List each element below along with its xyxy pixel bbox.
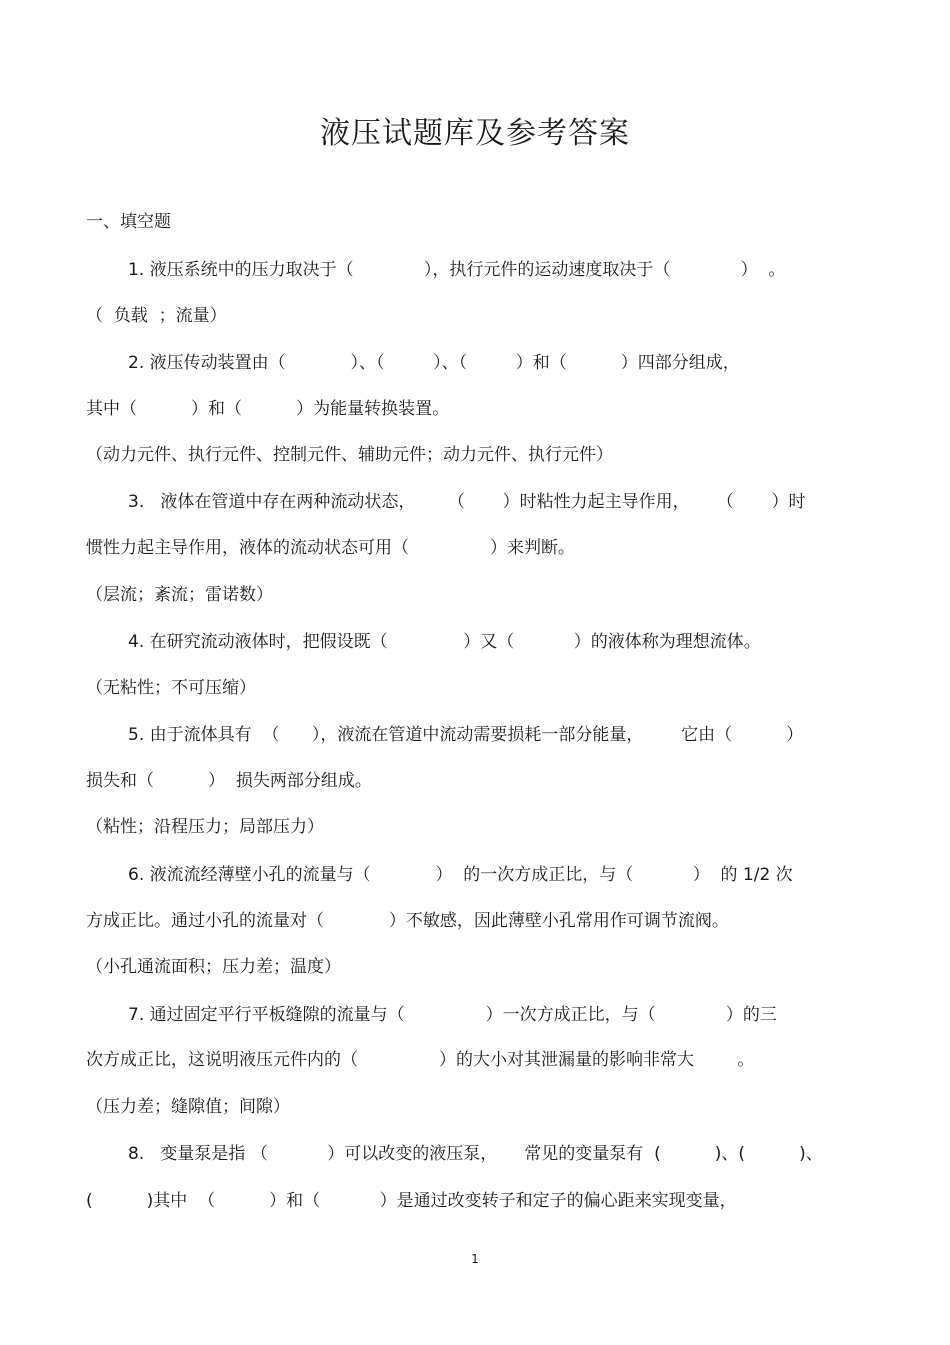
question-2-line-1: 2. 液压传动装置由（ ）、（ ）、（ ）和（ ）四部分组成， bbox=[128, 353, 740, 373]
answer-2: （动力元件、执行元件、控制元件、辅助元件；动力元件、执行元件） bbox=[86, 445, 613, 465]
page-title: 液压试题库及参考答案 bbox=[320, 116, 630, 151]
question-5-line-2: 损失和（ ） 损失两部分组成。 bbox=[86, 771, 372, 791]
question-5-line-1: 5. 由于流体具有 （ ），液流在管道中流动需要损耗一部分能量， 它由（ ） bbox=[128, 725, 804, 745]
question-3-line-1: 3. 液体在管道中存在两种流动状态， （ ）时粘性力起主导作用， （ ）时 bbox=[128, 492, 806, 512]
question-3-line-2: 惯性力起主导作用，液体的流动状态可用（ ）来判断。 bbox=[86, 538, 576, 558]
question-7-line-1: 7. 通过固定平行平板缝隙的流量与（ ）一次方成正比，与（ ）的三 bbox=[128, 1005, 777, 1025]
question-6-line-2: 方成正比。通过小孔的流量对（ ）不敏感，因此薄壁小孔常用作可调节流阀。 bbox=[86, 911, 729, 931]
answer-1: （ 负载 ；流量） bbox=[86, 306, 227, 326]
answer-3: （层流；紊流；雷诺数） bbox=[86, 585, 273, 605]
answer-4: （无粘性；不可压缩） bbox=[86, 678, 256, 698]
answer-7: （压力差；缝隙值；间隙） bbox=[86, 1097, 290, 1117]
answer-5: （粘性；沿程压力；局部压力） bbox=[86, 817, 324, 837]
question-8-line-2: ( )其中 （ ）和（ ）是通过改变转子和定子的偏心距来实现变量， bbox=[86, 1191, 737, 1211]
question-7-line-2: 次方成正比，这说明液压元件内的（ ）的大小对其泄漏量的影响非常大 。 bbox=[86, 1050, 755, 1070]
question-4-line-1: 4. 在研究流动液体时，把假设既（ ）又（ ）的液体称为理想流体。 bbox=[128, 632, 761, 652]
question-8-line-1: 8. 变量泵是指 （ ）可以改变的液压泵， 常见的变量泵有 ( )、( )、 bbox=[128, 1144, 823, 1164]
page-number: 1 bbox=[471, 1252, 479, 1266]
question-2-line-2: 其中（ ）和（ ）为能量转换装置。 bbox=[86, 399, 450, 419]
question-6-line-1: 6. 液流流经薄壁小孔的流量与（ ） 的一次方成正比，与（ ） 的 1/2 次 bbox=[128, 865, 793, 885]
section-heading: 一、填空题 bbox=[86, 212, 171, 232]
question-1-line-1: 1. 液压系统中的压力取决于（ ），执行元件的运动速度取决于（ ） 。 bbox=[128, 260, 786, 280]
answer-6: （小孔通流面积；压力差；温度） bbox=[86, 957, 341, 977]
